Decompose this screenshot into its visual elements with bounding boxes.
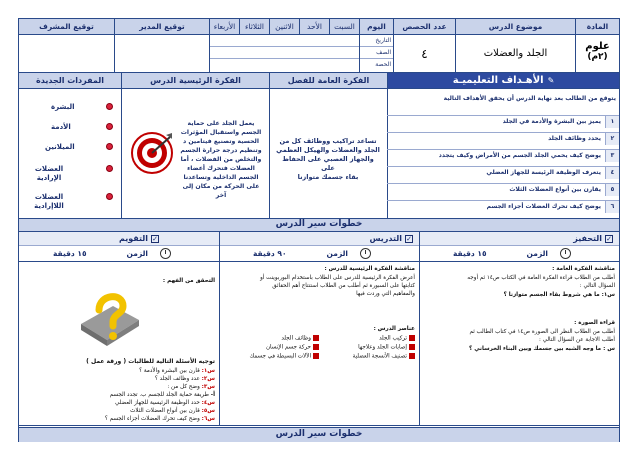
subject-value: علوم bbox=[585, 41, 610, 52]
worksheet-directive: توجيه الأسئلة التالية للطالبات ( ورقة عمل ) bbox=[86, 358, 215, 365]
phase-time-value: ١٥ دقيقة bbox=[453, 249, 487, 258]
lesson-idea-header: الفكرة الرئيسية الدرس bbox=[121, 73, 269, 88]
teaching-panel bbox=[219, 262, 419, 426]
image-reading-question: س : ما وجه الشبه بين جسمك وبين البناء الخرساني ؟ bbox=[469, 346, 615, 352]
days-grid bbox=[209, 35, 359, 72]
lesson-element-text: تصنيف الأنسجة العضلية bbox=[352, 353, 407, 360]
objective-row bbox=[387, 166, 619, 178]
objective-row bbox=[387, 132, 619, 144]
date-label: التاريخ bbox=[360, 35, 393, 47]
objective-text: يحدد وظائف الجلد bbox=[548, 135, 601, 142]
lesson-idea-discussion-line: أعرض الفكرة الرئيسية للدرس على الطلاب باستخدام البوربوينت أو bbox=[260, 275, 415, 281]
lesson-idea-line: آخر bbox=[215, 192, 227, 199]
main-idea-line: الجلد والعضلات والهيكل العظمي bbox=[276, 146, 380, 154]
objective-row bbox=[387, 200, 619, 212]
vocab-item bbox=[27, 103, 113, 111]
phase-time-row bbox=[19, 246, 219, 261]
check-icon bbox=[313, 353, 319, 359]
target-icon bbox=[130, 131, 174, 175]
check-icon bbox=[409, 344, 415, 350]
objective-row bbox=[387, 115, 619, 127]
clock-icon bbox=[560, 248, 571, 259]
sessions-value-cell bbox=[393, 35, 455, 72]
subject-label: المادة bbox=[575, 19, 619, 35]
assessment-panel bbox=[19, 262, 219, 426]
lesson-idea-line: والتخلص من الفضلات ، أما bbox=[180, 156, 262, 163]
phase-time-row bbox=[220, 246, 419, 261]
vocab-term: العضلات اللاإرادية bbox=[34, 193, 64, 210]
image-reading-line: أطلب من الطلاب النظر الى الصورة ص١٤ في كتاب الطالب ثم bbox=[469, 329, 615, 335]
checkbox-icon: ✓ bbox=[606, 234, 612, 243]
phase-time-label: الزمن bbox=[326, 249, 348, 258]
lesson-idea-discussion-line: والمفاهيم التي وردت فيها bbox=[356, 291, 415, 297]
lesson-element-text: وظائف الجلد bbox=[281, 335, 311, 342]
question-text: حدد الوظيفة الرئيسية للجهاز العضلي bbox=[114, 400, 200, 406]
day-monday: الاثنين bbox=[269, 19, 299, 35]
phase-title-row bbox=[420, 232, 619, 246]
objective-text: يميز بين البشرة والأدمة في الجلد bbox=[502, 118, 601, 125]
bullet-icon bbox=[106, 143, 113, 150]
main-idea-line: بقاء جسمك متوازنا bbox=[297, 173, 359, 181]
checkbox-icon: ✓ bbox=[152, 234, 158, 243]
lesson-idea-line: الحسية وتصنيع فيتامين د bbox=[182, 138, 259, 145]
checkbox-icon: ✓ bbox=[406, 234, 412, 243]
grade-value: (٢م) bbox=[587, 52, 608, 62]
topic-label: موضوع الدرس bbox=[455, 19, 575, 35]
vocab-term: الأدمة bbox=[51, 123, 71, 131]
understanding-check-title: التحقق من الفهم : bbox=[162, 278, 215, 284]
lesson-idea-line: يعمل الجلد على حماية bbox=[187, 120, 255, 127]
phase-motivation-label: التحفيز bbox=[573, 234, 602, 243]
objectives-header bbox=[387, 73, 619, 88]
lesson-element-text: إصابات الجلد وعلاجها bbox=[358, 344, 407, 351]
day-saturday: السبت bbox=[329, 19, 359, 35]
objectives-panel bbox=[387, 89, 619, 219]
lesson-idea-line: وتنظيم درجة حرارة الجسم bbox=[180, 147, 262, 154]
lesson-idea-text bbox=[177, 119, 265, 200]
phase-content-row bbox=[19, 262, 619, 426]
image-reading-title: قراءة الصورة : bbox=[574, 320, 615, 326]
objective-number: ٤ bbox=[605, 167, 619, 179]
vocab-term: العضلات الإرادية bbox=[34, 165, 64, 182]
supervisor-sign-cell bbox=[19, 35, 114, 72]
vocab-item bbox=[27, 165, 113, 183]
lesson-element-item bbox=[353, 353, 415, 360]
main-idea-line: تساعد تراكيب ووظائف كل من bbox=[279, 137, 377, 145]
question-text: قارن بين أنواع العضلات الثلاث bbox=[130, 408, 200, 414]
assessment-question bbox=[139, 368, 215, 374]
phase-time-value: ٩٠ دقيقة bbox=[253, 249, 287, 258]
vocab-item bbox=[27, 193, 113, 211]
objective-text: يقارن بين أنواع العضلات الثلاث bbox=[509, 186, 601, 193]
general-idea-question: س١: ما هي شروط بقاء الجسم متوازنا ؟ bbox=[503, 292, 615, 298]
phase-time-label: الزمن bbox=[526, 249, 548, 258]
objectives-title: الأهـداف التعليميـة bbox=[452, 75, 544, 86]
lesson-element-item bbox=[379, 335, 415, 342]
lesson-idea-line: الجسم الداخلية وتساعدنا bbox=[183, 174, 259, 181]
assessment-question bbox=[167, 384, 215, 390]
question-text: وضح كيف تحرك العضلات أجزاء الجسم ؟ bbox=[104, 416, 200, 422]
lesson-element-item bbox=[250, 353, 319, 360]
vocab-term: البشرة bbox=[51, 103, 75, 111]
bullet-icon bbox=[106, 193, 113, 200]
clock-icon bbox=[360, 248, 371, 259]
footer-lesson-flow-title: خطوات سير الدرس bbox=[275, 429, 363, 439]
question-number: س٢: bbox=[201, 376, 215, 382]
subject-value-cell bbox=[575, 35, 619, 72]
lesson-flow-bar bbox=[19, 219, 619, 232]
question-mark-icon bbox=[73, 284, 145, 350]
principal-sign-label: توقيع المدير bbox=[114, 19, 209, 35]
sessions-value: ٤ bbox=[421, 46, 428, 61]
question-number: أ- bbox=[210, 392, 215, 398]
question-number: س٤: bbox=[201, 400, 215, 406]
objective-number: ٢ bbox=[605, 133, 619, 145]
check-icon bbox=[313, 335, 319, 341]
phase-teaching-header bbox=[219, 232, 419, 262]
question-text: وضح كل من : bbox=[167, 384, 200, 390]
phase-assessment-label: التقويم bbox=[118, 234, 148, 243]
day-subrows bbox=[359, 35, 393, 72]
lesson-idea-discussion-line: كتابتها على السبورة ثم أطلب من الطلاب استنتاج أهم الحقائق bbox=[272, 283, 415, 289]
image-reading-line: أطلب الاجابة عن السؤال التالي : bbox=[539, 337, 615, 343]
assessment-question bbox=[155, 376, 215, 382]
objective-number: ١ bbox=[605, 116, 619, 128]
assessment-question bbox=[105, 416, 215, 422]
objective-row bbox=[387, 183, 619, 195]
topic-value: الجلد والعضلات bbox=[483, 48, 548, 59]
assessment-question bbox=[115, 400, 215, 406]
objective-number: ٣ bbox=[605, 150, 619, 162]
period-label: الحصة bbox=[375, 61, 391, 68]
bullet-icon bbox=[106, 123, 113, 130]
main-idea-header: الفكرة العامة للفصل bbox=[269, 73, 387, 88]
main-idea-text bbox=[275, 137, 381, 182]
phase-header-row bbox=[19, 232, 619, 262]
day-wednesday: الأربعاء bbox=[209, 19, 239, 35]
supervisor-sign-label: توقيع المشرف bbox=[19, 19, 114, 35]
sections-header-row bbox=[19, 73, 619, 89]
assessment-question bbox=[110, 392, 215, 398]
objective-row bbox=[387, 149, 619, 161]
objective-text: يوضح كيف يحمي الجلد الجسم من الأمراض وكيف يتجدد bbox=[438, 152, 601, 159]
phase-motivation-header bbox=[419, 232, 619, 262]
day-sunday: الأحد bbox=[299, 19, 329, 35]
class-label: الصف bbox=[360, 47, 393, 59]
phase-time-row bbox=[420, 246, 619, 261]
question-text: عدد وظائف الجلد ؟ bbox=[154, 376, 200, 382]
phase-teaching-label: التدريس bbox=[369, 234, 402, 243]
check-icon bbox=[409, 335, 415, 341]
assessment-question bbox=[130, 408, 215, 414]
question-number: س٥: bbox=[201, 408, 215, 414]
question-text: قارن بين البشرة والأدمة ؟ bbox=[139, 368, 200, 374]
lesson-idea-panel bbox=[121, 89, 269, 219]
day-label: اليوم bbox=[359, 19, 393, 35]
lesson-element-text: الآلات البسيطة في جسمك bbox=[249, 353, 311, 360]
lesson-element-item bbox=[358, 344, 415, 351]
ideas-content-row bbox=[19, 89, 619, 219]
lesson-element-text: تركيب الجلد bbox=[379, 335, 407, 342]
main-idea-line: والجهاز العصبي على الحفاظ على bbox=[282, 155, 374, 172]
lesson-element-item bbox=[266, 344, 319, 351]
lesson-plan-page bbox=[18, 18, 620, 442]
motivation-panel bbox=[419, 262, 619, 426]
bullet-icon bbox=[106, 165, 113, 172]
lesson-flow-title: خطوات سير الدرس bbox=[275, 219, 363, 229]
phase-title-row bbox=[220, 232, 419, 246]
objective-number: ٦ bbox=[605, 201, 619, 213]
lesson-idea-line: على الحركة من مكان إلى bbox=[182, 183, 260, 190]
lesson-element-item bbox=[281, 335, 319, 342]
check-icon bbox=[313, 344, 319, 350]
lesson-element-text: حركة جسم الإنسان bbox=[265, 344, 311, 351]
objectives-intro: يتوقع من الطالب بعد نهاية الدرس أن يحقق الأهداف التالية bbox=[443, 95, 616, 102]
check-icon bbox=[409, 353, 415, 359]
vocab-panel bbox=[19, 89, 121, 219]
vocab-header: المفردات الجديدة bbox=[36, 76, 104, 85]
lesson-idea-line: الجسم واستقبال المؤثرات bbox=[180, 129, 262, 136]
lesson-elements-title: عناصر الدرس : bbox=[373, 326, 415, 332]
phase-time-value: ١٥ دقيقة bbox=[53, 249, 87, 258]
phase-assessment-header bbox=[19, 232, 219, 262]
bullet-icon bbox=[106, 103, 113, 110]
principal-sign-cell bbox=[114, 35, 209, 72]
lesson-idea-line: العضلات فتحرك أعضاء bbox=[187, 165, 255, 172]
general-idea-line: أطلب من الطلاب قراءة الفكرة العامة في الكتاب ص١٤ ثم أوجه bbox=[467, 275, 615, 281]
footer-lesson-flow-bar bbox=[19, 427, 619, 442]
objective-number: ٥ bbox=[605, 184, 619, 196]
question-number: س١: bbox=[201, 368, 215, 374]
vocab-item bbox=[27, 143, 113, 151]
phase-time-label: الزمن bbox=[126, 249, 148, 258]
day-tuesday: الثلاثاء bbox=[239, 19, 269, 35]
sessions-label: عدد الحصص bbox=[393, 19, 455, 35]
pencil-icon: ✎ bbox=[547, 76, 555, 85]
question-text: طريقة حماية الجلد للجسم ب. تجدد الجسم bbox=[109, 392, 209, 398]
question-number: س٣: bbox=[201, 384, 215, 390]
topic-value-cell bbox=[455, 35, 575, 72]
question-number: س٦: bbox=[201, 416, 215, 422]
header-table bbox=[19, 19, 619, 73]
general-idea-line: السؤال التالي : bbox=[579, 283, 615, 289]
clock-icon bbox=[160, 248, 171, 259]
objective-text: يتعرف الوظيفة الرئيسة للجهاز العضلي bbox=[486, 169, 601, 176]
main-idea-panel bbox=[269, 89, 387, 219]
objective-text: يوضح كيف تحرك العضلات أجزاء الجسم bbox=[486, 203, 601, 210]
vocab-item bbox=[27, 123, 113, 131]
general-idea-title: مناقشة الفكرة العامة : bbox=[552, 266, 615, 272]
lesson-idea-discussion-title: مناقشة الفكرة الرئيسية للدرس : bbox=[324, 266, 415, 272]
phase-title-row bbox=[19, 232, 219, 246]
vocab-term: الميلانين bbox=[45, 143, 75, 151]
